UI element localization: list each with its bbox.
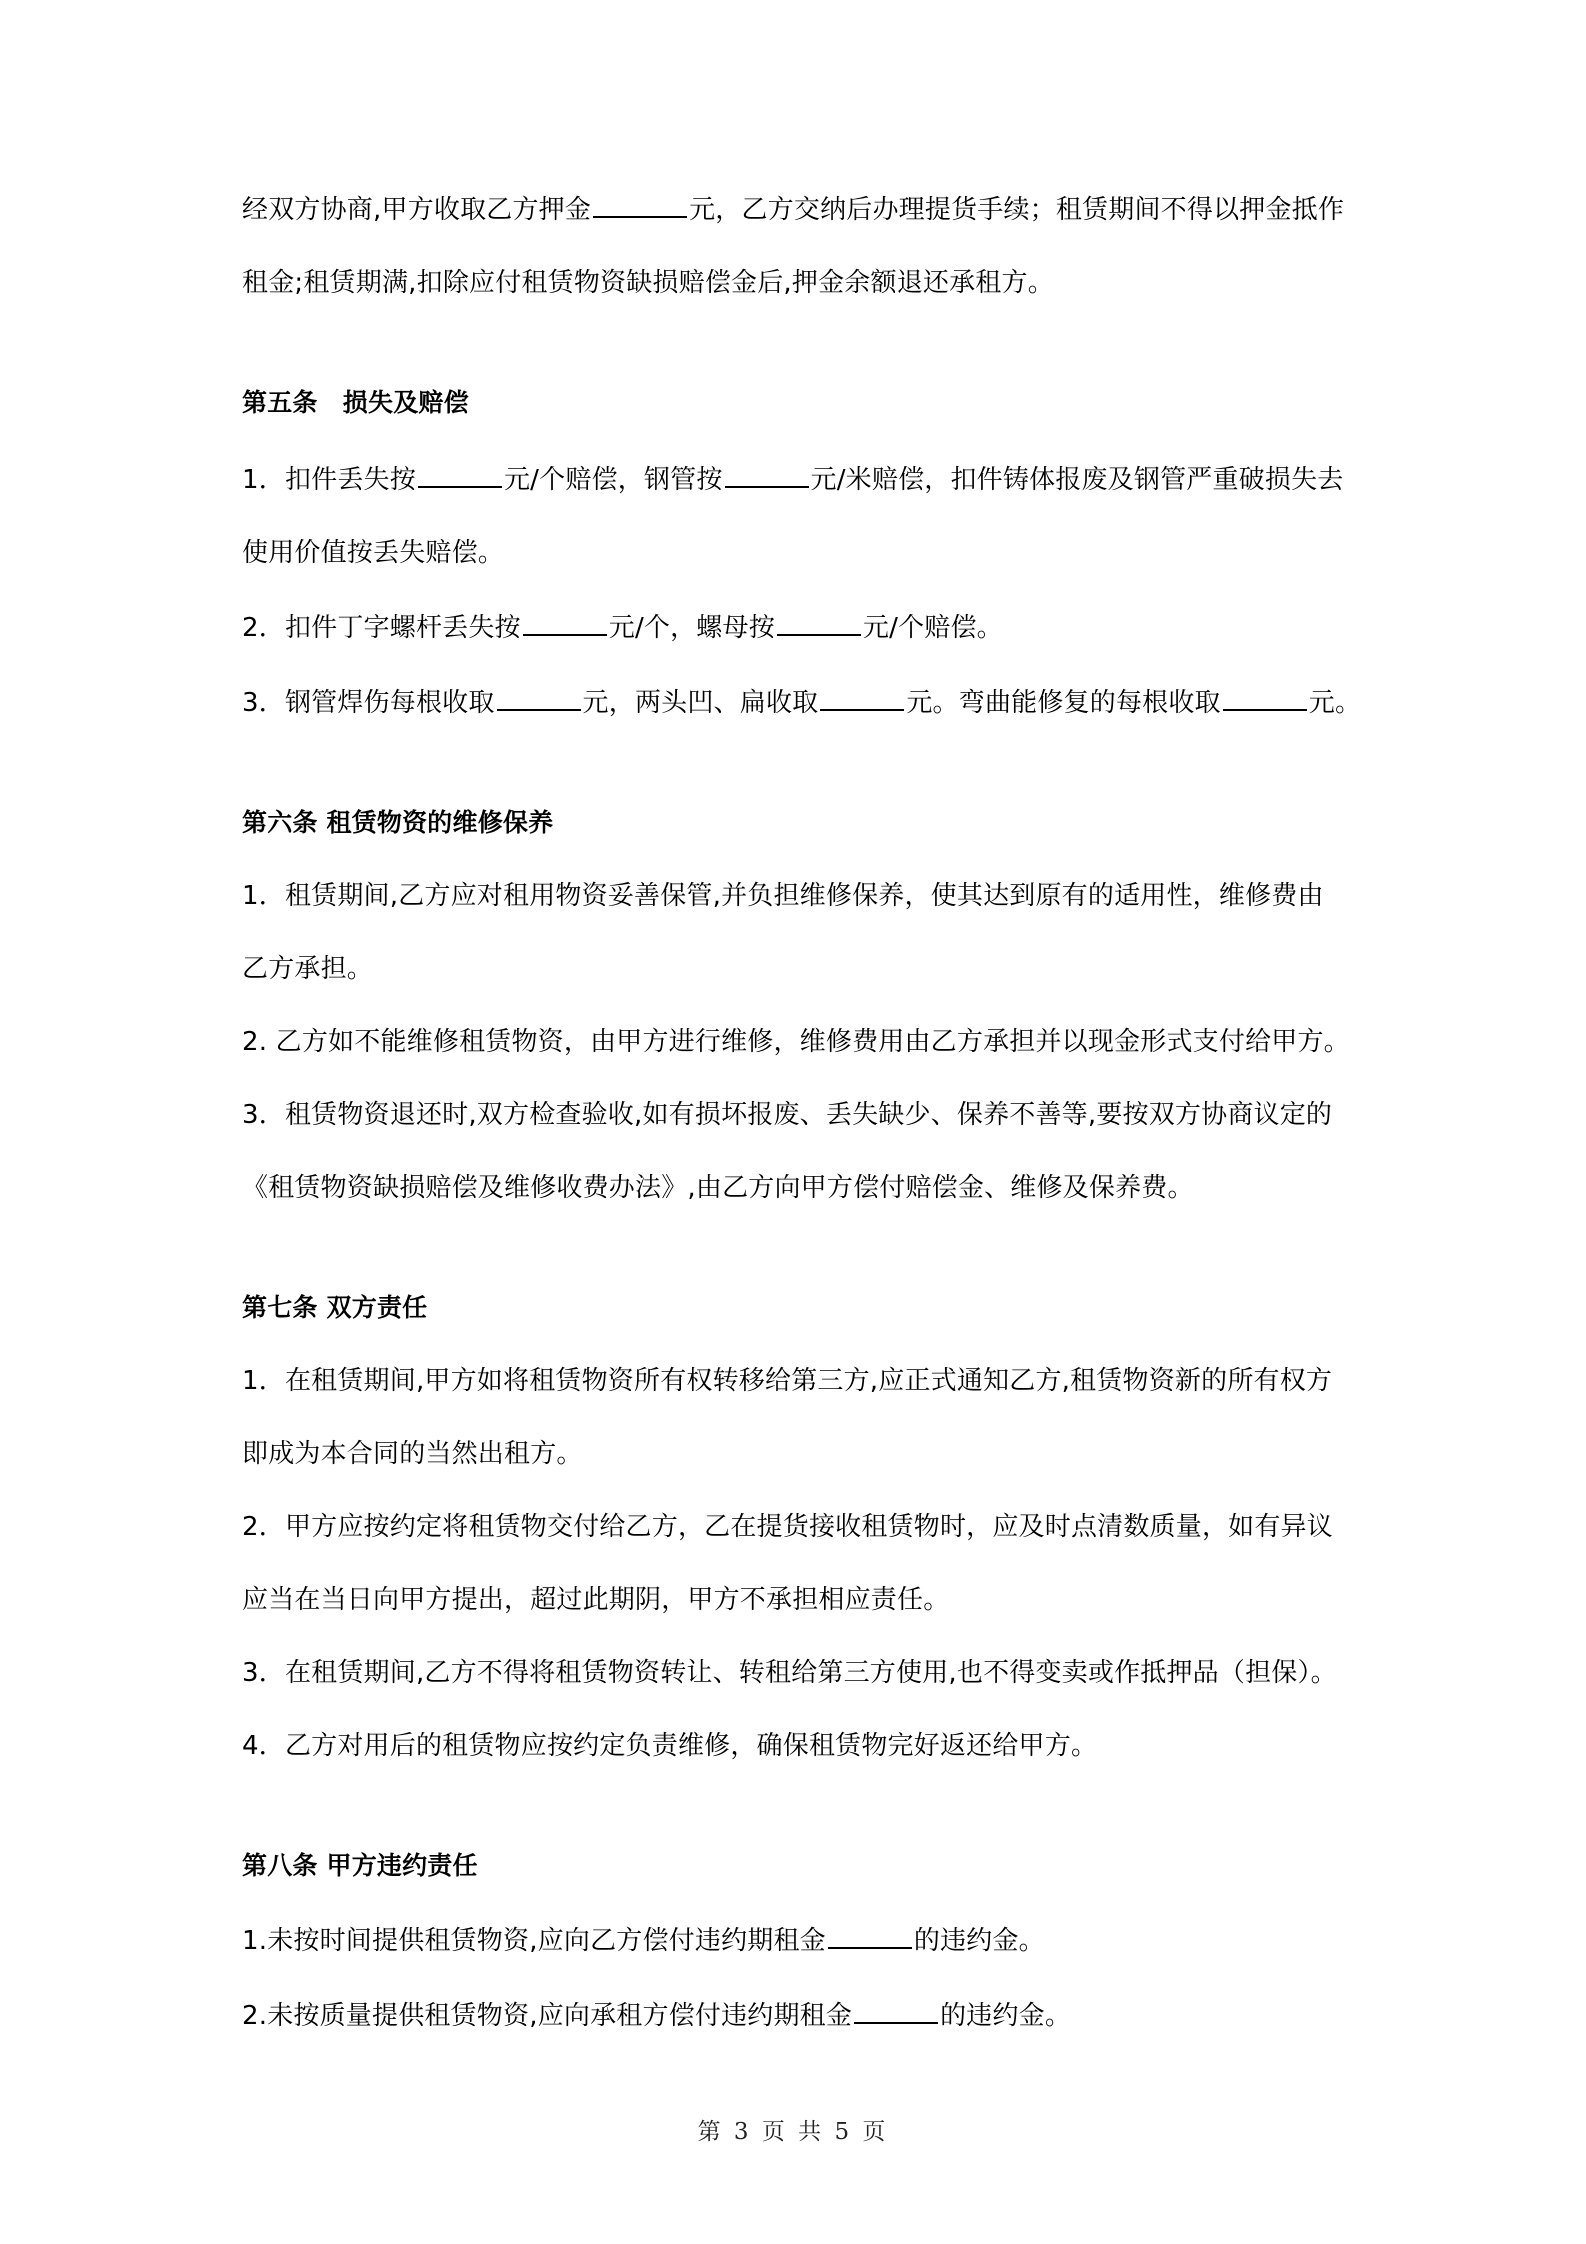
text-fragment: 应当在当日向甲方提出，超过此期阴，甲方不承担相应责任。: [242, 1585, 950, 1615]
text-fragment: 1．扣件丢失按: [242, 465, 416, 495]
text-fragment: 元/个赔偿。: [862, 613, 1003, 643]
text-fragment: 租金;租赁期满,扣除应付租赁物资缺损赔偿金后,押金余额退还承租方。: [242, 268, 1054, 298]
article-5-item-1-line-2: [242, 533, 1362, 573]
article-7-item-4: [242, 1726, 1362, 1766]
article-7-item-1-line-2: [242, 1434, 1362, 1474]
text-fragment: 的违约金。: [913, 1926, 1045, 1956]
deposit-paragraph-line-2: [242, 263, 1362, 303]
heading-text: 第五条 损失及赔偿: [242, 388, 469, 417]
text-fragment: 3．钢管焊伤每根收取: [242, 688, 495, 718]
deposit-paragraph-line-1: [242, 188, 1362, 230]
article-6-heading: [242, 803, 1362, 843]
text-fragment: 即成为本合同的当然出租方。: [242, 1439, 583, 1469]
text-fragment: 乙方承担。: [242, 954, 374, 984]
fill-in-blank: [497, 681, 581, 711]
text-fragment: 使用价值按丢失赔偿。: [242, 538, 505, 568]
article-8-heading: [242, 1846, 1362, 1886]
article-6-item-3-line-1: [242, 1095, 1362, 1135]
article-5-item-2: [242, 606, 1362, 648]
text-fragment: 1．在租赁期间,甲方如将租赁物资所有权转移给第三方,应正式通知乙方,租赁物资新的所有权方: [242, 1366, 1333, 1396]
document-body: [242, 188, 1362, 2036]
article-7-item-2-line-1: [242, 1507, 1362, 1547]
text-fragment: 1.未按时间提供租赁物资,应向乙方偿付违约期租金: [242, 1926, 826, 1956]
article-5-heading: [242, 383, 1362, 423]
text-fragment: 2.未按质量提供租赁物资,应向承租方偿付违约期租金: [242, 2001, 853, 2031]
fill-in-blank: [820, 681, 904, 711]
page-number-text: 第 3 页 共 5 页: [697, 2119, 889, 2145]
text-fragment: 经双方协商,甲方收取乙方押金: [242, 195, 592, 225]
article-6-item-1-line-1: [242, 876, 1362, 916]
article-5-item-3: [242, 681, 1362, 723]
article-7-item-1-line-1: [242, 1361, 1362, 1401]
fill-in-blank: [777, 606, 861, 636]
text-fragment: 3．租赁物资退还时,双方检查验收,如有损坏报废、丢失缺少、保养不善等,要按双方协商议定的: [242, 1100, 1333, 1130]
heading-text: 第七条 双方责任: [242, 1293, 428, 1322]
article-7-item-2-line-2: [242, 1580, 1362, 1620]
article-6-item-1-line-2: [242, 949, 1362, 989]
heading-text: 第六条 租赁物资的维修保养: [242, 808, 554, 837]
article-7-heading: [242, 1288, 1362, 1328]
text-fragment: 元/米赔偿，扣件铸体报废及钢管严重破损失去: [810, 465, 1344, 495]
page-number-footer: [0, 2113, 1586, 2146]
article-8-item-2: [242, 1994, 1362, 2036]
text-fragment: 元。弯曲能修复的每根收取: [906, 688, 1221, 718]
text-fragment: 的违约金。: [940, 2001, 1072, 2031]
text-fragment: 3．在租赁期间,乙方不得将租赁物资转让、转租给第三方使用,也不得变卖或作抵押品（担保）。: [242, 1658, 1337, 1688]
fill-in-blank: [828, 1919, 912, 1949]
text-fragment: 1．租赁期间,乙方应对租用物资妥善保管,并负担维修保养，使其达到原有的适用性，维修费由: [242, 881, 1324, 911]
text-fragment: 4．乙方对用后的租赁物应按约定负责维修，确保租赁物完好返还给甲方。: [242, 1731, 1098, 1761]
article-6-item-2: [242, 1022, 1362, 1062]
fill-in-blank: [523, 606, 607, 636]
article-6-item-3-line-2: [242, 1168, 1362, 1208]
fill-in-blank: [725, 458, 809, 488]
text-fragment: 元，两头凹、扁收取: [582, 688, 819, 718]
article-8-item-1: [242, 1919, 1362, 1961]
heading-text: 第八条 甲方违约责任: [242, 1851, 478, 1880]
text-fragment: 《租赁物资缺损赔偿及维修收费办法》,由乙方向甲方偿付赔偿金、维修及保养费。: [242, 1173, 1194, 1203]
fill-in-blank: [593, 188, 687, 218]
article-7-item-3: [242, 1653, 1362, 1693]
fill-in-blank: [1223, 681, 1307, 711]
article-5-item-1-line-1: [242, 458, 1362, 500]
text-fragment: 元，乙方交纳后办理提货手续；租赁期间不得以押金抵作: [689, 195, 1345, 225]
text-fragment: 2. 乙方如不能维修租赁物资，由甲方进行维修，维修费用由乙方承担并以现金形式支付给甲方。: [242, 1027, 1350, 1057]
text-fragment: 元/个，螺母按: [608, 613, 775, 643]
text-fragment: 元/个赔偿，钢管按: [503, 465, 723, 495]
fill-in-blank: [854, 1994, 938, 2024]
text-fragment: 元。: [1308, 688, 1362, 718]
text-fragment: 2．甲方应按约定将租赁物交付给乙方，乙在提货接收租赁物时，应及时点清数质量，如有异议: [242, 1512, 1333, 1542]
fill-in-blank: [418, 458, 502, 488]
text-fragment: 2．扣件丁字螺杆丢失按: [242, 613, 521, 643]
